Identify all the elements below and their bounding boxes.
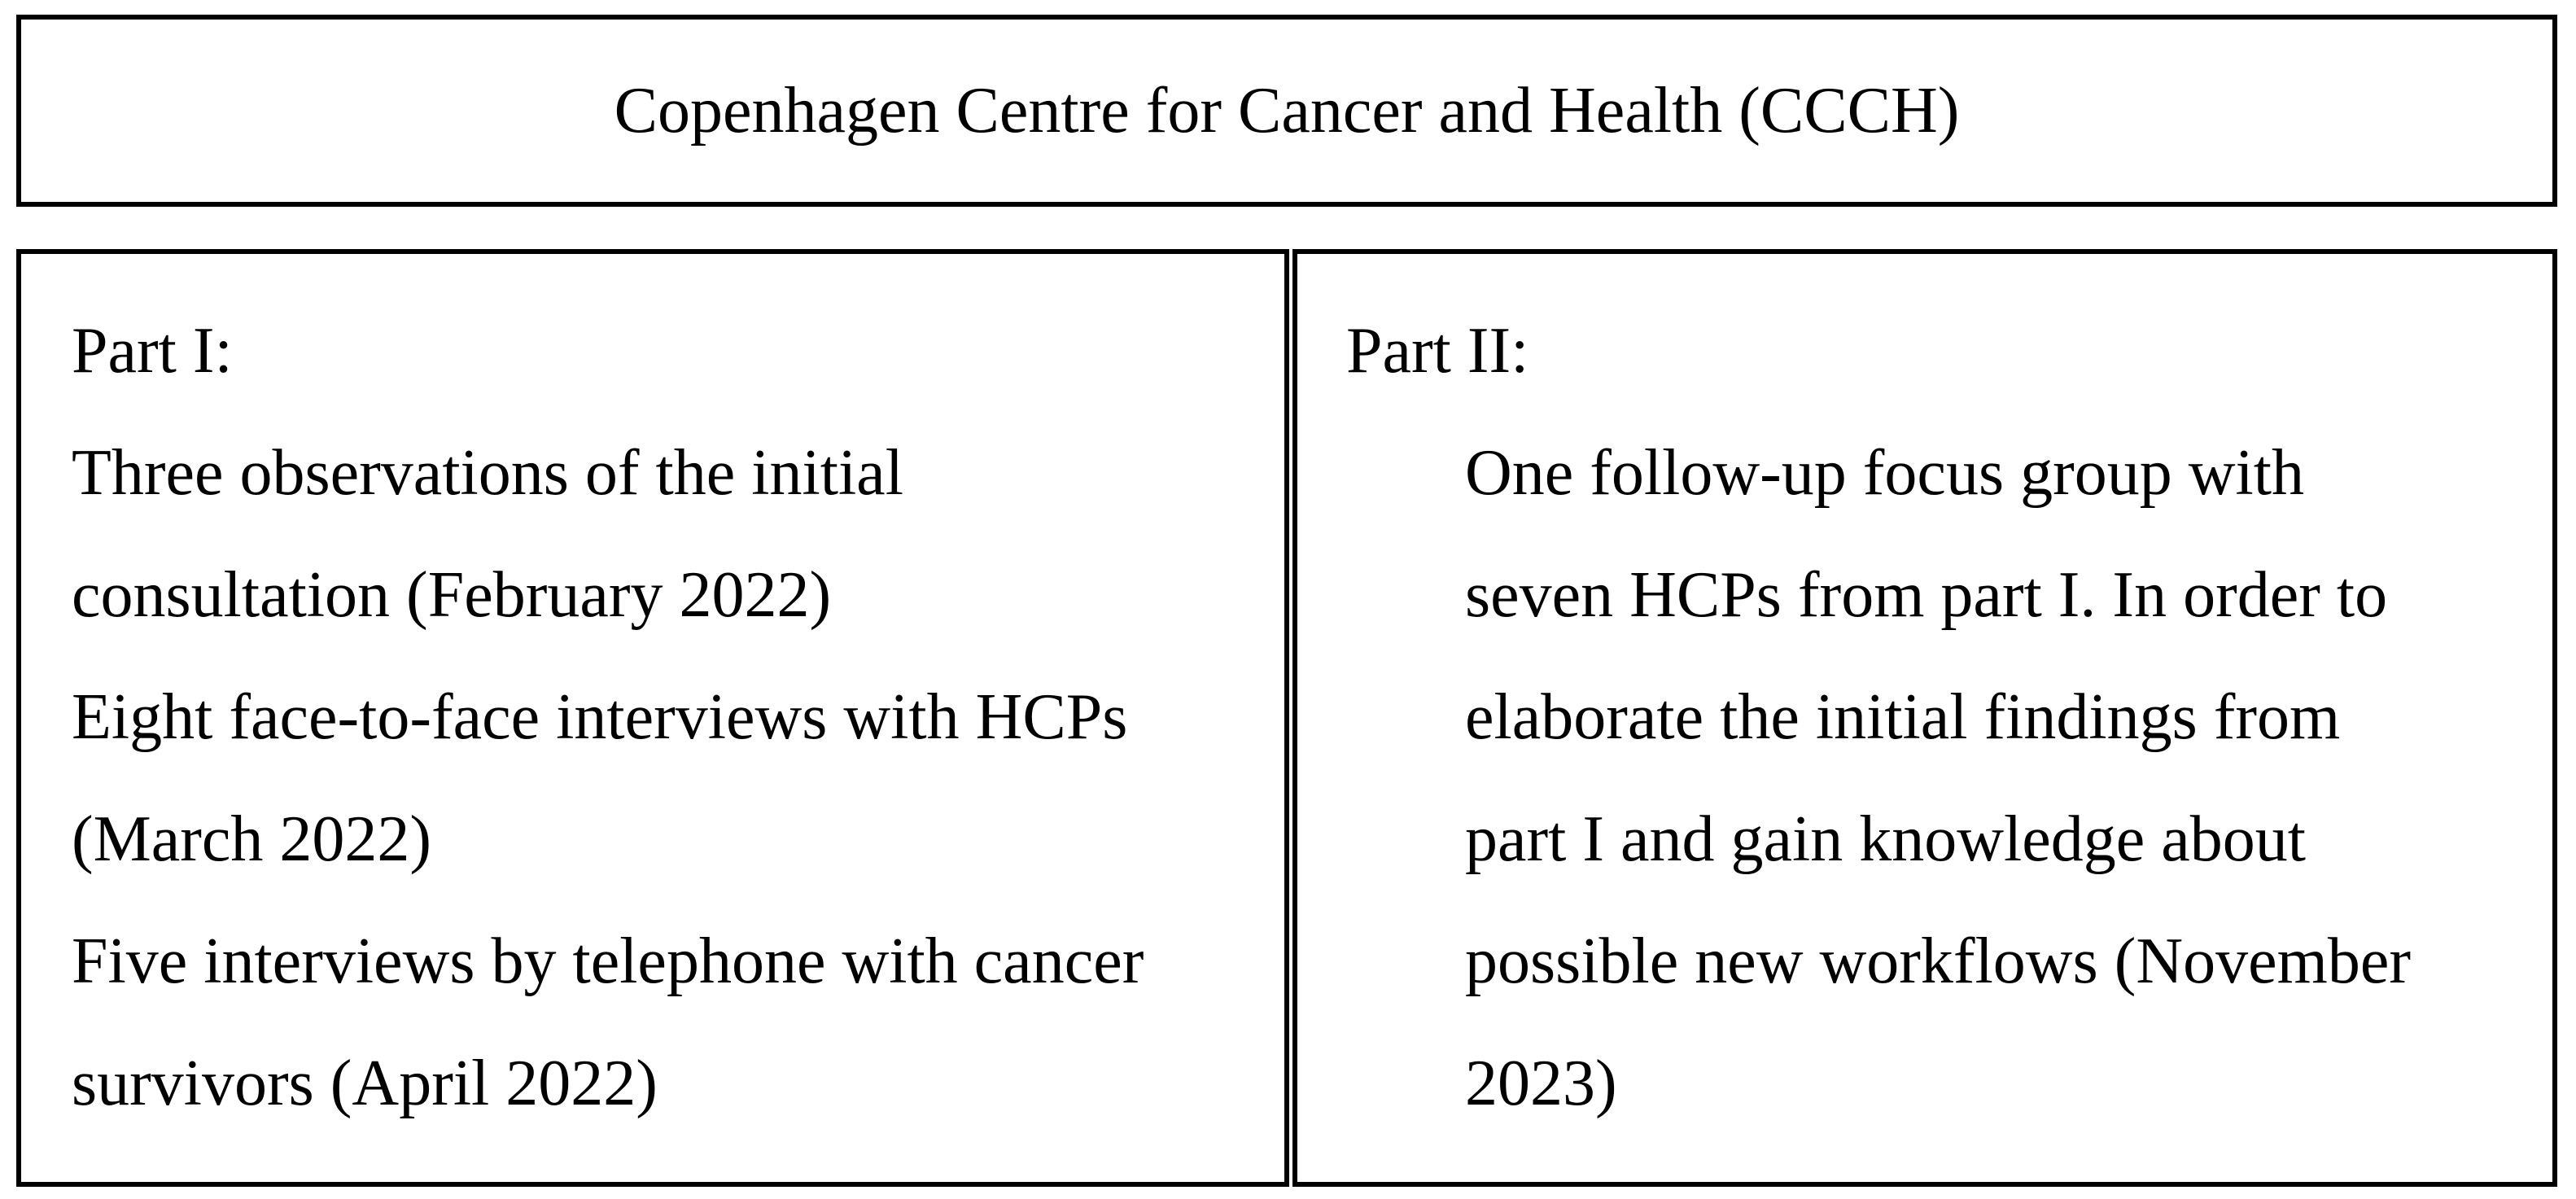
part-1-line: Five interviews by telephone with cancer: [72, 926, 1144, 997]
part-1-line: survivors (April 2022): [72, 1048, 658, 1119]
part-2-line: part I and gain knowledge about: [1465, 803, 2307, 875]
part-2-box: [1292, 249, 2557, 1187]
part-1-line: Eight face-to-face interviews with HCPs: [72, 681, 1128, 753]
part-1-line: consultation (February 2022): [72, 559, 832, 631]
part-2-line: One follow-up focus group with: [1465, 437, 2304, 509]
part-1-line: (March 2022): [72, 803, 432, 875]
part-1-line: Three observations of the initial: [72, 437, 903, 509]
part-2-line: 2023): [1465, 1048, 1617, 1119]
header-box: [16, 15, 2557, 207]
part-1-heading: Part I:: [72, 315, 233, 387]
part-2-line: possible new workflows (November: [1465, 926, 2411, 997]
part-2-line: elaborate the initial findings from: [1465, 681, 2341, 753]
part-1-box: [16, 249, 1289, 1187]
header-title: Copenhagen Centre for Cancer and Health (CCCH): [614, 75, 1960, 147]
part-2-line: seven HCPs from part I. In order to: [1465, 559, 2388, 631]
part-2-heading: Part II:: [1346, 315, 1529, 387]
part-2-text: [1346, 290, 2411, 1144]
part-1-text: [72, 290, 1144, 1144]
